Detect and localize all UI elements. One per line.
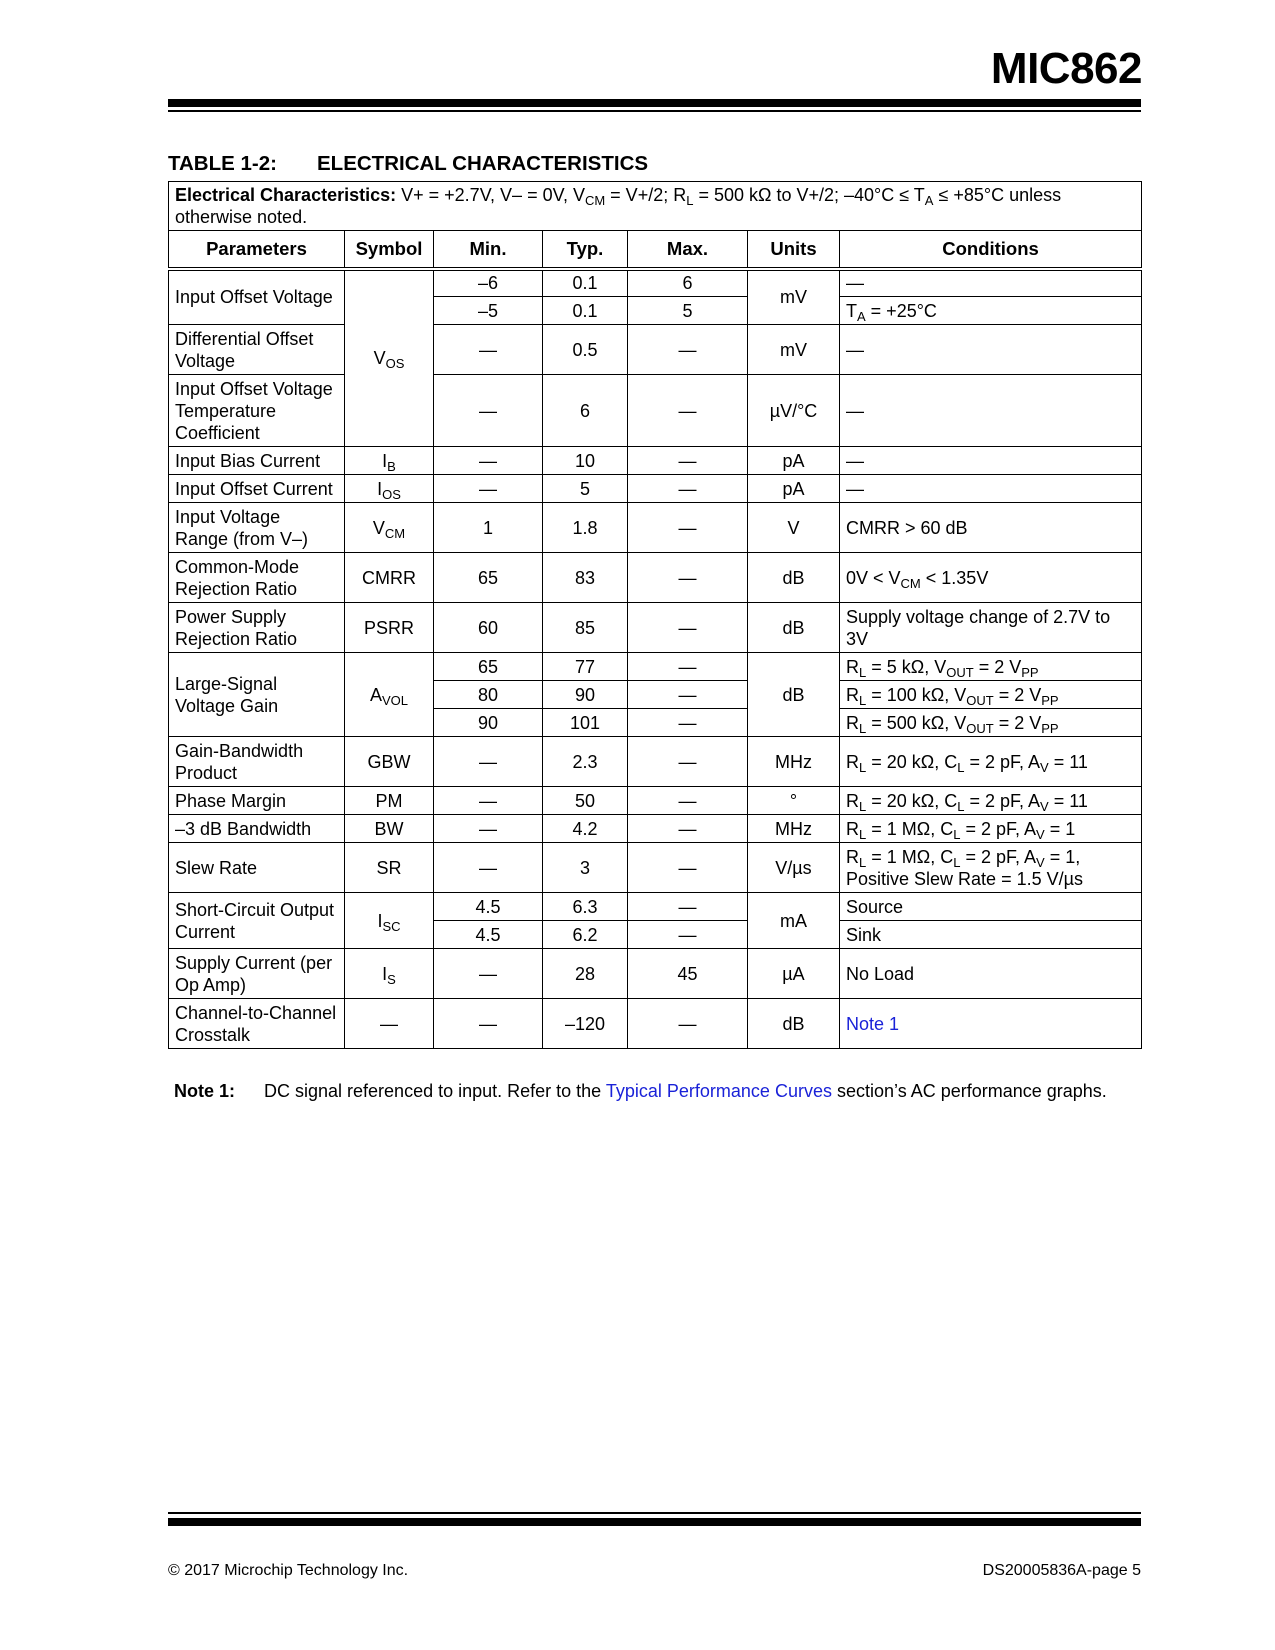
symbol-cell: $V_{OS}$ (345, 269, 434, 447)
min-cell: — (434, 375, 543, 447)
table-row (169, 815, 1142, 843)
min-cell: — (434, 999, 543, 1049)
cond-cell: $R_L = 20$ kΩ, $C_L = 2$ pF, $A_V = 11$ (840, 737, 1142, 787)
table-row (169, 475, 1142, 503)
header-row (169, 231, 1142, 269)
typ-cell: 6.2 (543, 921, 628, 949)
min-cell: 4.5 (434, 921, 543, 949)
table-row (169, 893, 1142, 921)
param-cell: Input Offset Voltage Temperature Coefficient (169, 375, 345, 447)
max-cell: — (628, 325, 748, 375)
units-cell: pA (748, 475, 840, 503)
min-cell: 65 (434, 553, 543, 603)
footer-page-number: DS20005836A-page 5 (982, 1562, 1141, 1579)
symbol-cell: $I_S$ (345, 949, 434, 999)
max-cell: — (628, 503, 748, 553)
cond-cell: $R_L = 20$ kΩ, $C_L = 2$ pF, $A_V = 11$ (840, 787, 1142, 815)
units-cell: V/µs (748, 843, 840, 893)
table-row (169, 653, 1142, 681)
symbol-cell: BW (345, 815, 434, 843)
min-cell: — (434, 475, 543, 503)
units-cell: MHz (748, 815, 840, 843)
cond-cell: Source (840, 893, 1142, 921)
note-text-before: DC signal referenced to input. Refer to the (264, 1081, 602, 1101)
param-cell: Channel-to-Channel Crosstalk (169, 999, 345, 1049)
param-cell: Power Supply Rejection Ratio (169, 603, 345, 653)
symbol-cell: $I_{OS}$ (345, 475, 434, 503)
symbol-cell: PSRR (345, 603, 434, 653)
col-header-min: Min. (434, 231, 543, 269)
units-cell: µV/°C (748, 375, 840, 447)
max-cell: 45 (628, 949, 748, 999)
typ-cell: 0.1 (543, 269, 628, 297)
max-cell: — (628, 375, 748, 447)
max-cell: — (628, 603, 748, 653)
max-cell: — (628, 475, 748, 503)
cond-cell (840, 999, 1142, 1049)
note-text-after: section’s AC performance graphs. (836, 1081, 1107, 1101)
symbol-cell: PM (345, 787, 434, 815)
param-cell: Common-Mode Rejection Ratio (169, 553, 345, 603)
col-header-symbol: Symbol (345, 231, 434, 269)
param-cell: Input Offset Voltage (169, 269, 345, 325)
typ-cell: 10 (543, 447, 628, 475)
param-cell: Large-Signal Voltage Gain (169, 653, 345, 737)
table-note (174, 1081, 1107, 1102)
typ-cell: 5 (543, 475, 628, 503)
param-cell: Differential Offset Voltage (169, 325, 345, 375)
typ-cell: 50 (543, 787, 628, 815)
document-title: MIC862 (990, 44, 1142, 93)
table-row (169, 503, 1142, 553)
typ-cell: 101 (543, 709, 628, 737)
param-cell: –3 dB Bandwidth (169, 815, 345, 843)
col-header-typ: Typ. (543, 231, 628, 269)
cond-cell: — (840, 447, 1142, 475)
max-cell: 5 (628, 297, 748, 325)
typ-cell: 6.3 (543, 893, 628, 921)
cond-cell: — (840, 375, 1142, 447)
param-cell: Input Bias Current (169, 447, 345, 475)
col-header-conditions: Conditions (840, 231, 1142, 269)
typical-performance-curves-link[interactable]: Typical Performance Curves (605, 1081, 832, 1101)
table-caption (168, 152, 648, 176)
typ-cell: 6 (543, 375, 628, 447)
min-cell: — (434, 949, 543, 999)
min-cell: 60 (434, 603, 543, 653)
units-cell: mV (748, 325, 840, 375)
param-cell: Slew Rate (169, 843, 345, 893)
table-row (169, 269, 1142, 297)
min-cell: –5 (434, 297, 543, 325)
units-cell: dB (748, 603, 840, 653)
cond-cell: — (840, 269, 1142, 297)
cond-cell: $R_L = 100$ kΩ, $V_{OUT} = 2$ $V_{PP}$ (840, 681, 1142, 709)
units-cell: dB (748, 653, 840, 737)
units-cell: dB (748, 999, 840, 1049)
table-row (169, 603, 1142, 653)
symbol-cell: $I_B$ (345, 447, 434, 475)
max-cell: — (628, 737, 748, 787)
units-cell: µA (748, 949, 840, 999)
min-cell: — (434, 447, 543, 475)
min-cell: 1 (434, 503, 543, 553)
table-description: Electrical Characteristics: V+ = +2.7V, V– = 0V, $V_{CM} = V+/2$; $R_L = 500$ kΩ to V+/2; $-40^\circ C \le T_A \le +85^\circ C$ unless otherwise noted. (169, 182, 1142, 231)
electrical-characteristics-table (168, 181, 1142, 1049)
symbol-cell: $V_{CM}$ (345, 503, 434, 553)
max-cell: — (628, 447, 748, 475)
max-cell: — (628, 843, 748, 893)
cond-cell: — (840, 325, 1142, 375)
typ-cell: 4.2 (543, 815, 628, 843)
header-rule-thin (168, 110, 1141, 112)
footer-rule-thin (168, 1512, 1141, 1514)
symbol-cell: $I_{SC}$ (345, 893, 434, 949)
cond-cell: $T_A = +25^\circ C$ (840, 297, 1142, 325)
cond-cell: Supply voltage change of 2.7V to 3V (840, 603, 1142, 653)
typ-cell: 0.5 (543, 325, 628, 375)
max-cell: 6 (628, 269, 748, 297)
table-row (169, 843, 1142, 893)
typ-cell: 85 (543, 603, 628, 653)
units-cell: mA (748, 893, 840, 949)
cond-cell: $R_L = 5$ kΩ, $V_{OUT} = 2$ $V_{PP}$ (840, 653, 1142, 681)
min-cell: 65 (434, 653, 543, 681)
param-cell: Short-Circuit Output Current (169, 893, 345, 949)
table-number: TABLE 1-2: (168, 152, 277, 175)
cond-cell: $R_L = 1$ MΩ, $C_L = 2$ pF, $A_V = 1$ (840, 815, 1142, 843)
table-row (169, 787, 1142, 815)
table-row (169, 553, 1142, 603)
table-row (169, 737, 1142, 787)
max-cell: — (628, 709, 748, 737)
symbol-cell: GBW (345, 737, 434, 787)
param-cell: Supply Current (per Op Amp) (169, 949, 345, 999)
table-row (169, 325, 1142, 375)
min-cell: — (434, 815, 543, 843)
typ-cell: 1.8 (543, 503, 628, 553)
min-cell: 4.5 (434, 893, 543, 921)
units-cell: mV (748, 269, 840, 325)
param-cell: Input Voltage Range (from V–) (169, 503, 345, 553)
min-cell: — (434, 843, 543, 893)
typ-cell: 0.1 (543, 297, 628, 325)
param-cell: Input Offset Current (169, 475, 345, 503)
col-header-max: Max. (628, 231, 748, 269)
max-cell: — (628, 681, 748, 709)
typ-cell: 83 (543, 553, 628, 603)
units-cell: dB (748, 553, 840, 603)
cond-cell: Sink (840, 921, 1142, 949)
table-row (169, 447, 1142, 475)
units-cell: pA (748, 447, 840, 475)
cond-cell: $R_L = 1$ MΩ, $C_L = 2$ pF, $A_V = 1$, Positive Slew Rate = 1.5 V/µs (840, 843, 1142, 893)
table-row (169, 949, 1142, 999)
description-label: Electrical Characteristics: (175, 185, 397, 205)
symbol-cell: SR (345, 843, 434, 893)
footer-copyright: © 2017 Microchip Technology Inc. (168, 1562, 409, 1579)
typ-cell: 2.3 (543, 737, 628, 787)
table-row (169, 375, 1142, 447)
units-cell: MHz (748, 737, 840, 787)
max-cell: — (628, 893, 748, 921)
max-cell: — (628, 815, 748, 843)
max-cell: — (628, 787, 748, 815)
table-title: ELECTRICAL CHARACTERISTICS (317, 152, 649, 175)
header-rule-thick (168, 99, 1141, 107)
cond-cell: No Load (840, 949, 1142, 999)
cond-cell: $0V < V_{CM} < 1.35V$ (840, 553, 1142, 603)
min-cell: 80 (434, 681, 543, 709)
note-label: Note 1: (174, 1081, 236, 1101)
min-cell: — (434, 325, 543, 375)
footer-rule-thick (168, 1518, 1141, 1526)
units-cell: V (748, 503, 840, 553)
max-cell: — (628, 653, 748, 681)
cond-cell: $R_L = 500$ kΩ, $V_{OUT} = 2$ $V_{PP}$ (840, 709, 1142, 737)
table-description-row (169, 182, 1142, 231)
symbol-cell: CMRR (345, 553, 434, 603)
typ-cell: –120 (543, 999, 628, 1049)
cond-cell: — (840, 475, 1142, 503)
col-header-parameters: Parameters (169, 231, 345, 269)
symbol-cell: — (345, 999, 434, 1049)
units-cell: ° (748, 787, 840, 815)
typ-cell: 28 (543, 949, 628, 999)
min-cell: –6 (434, 269, 543, 297)
param-cell: Gain-Bandwidth Product (169, 737, 345, 787)
max-cell: — (628, 999, 748, 1049)
note-1-link[interactable]: Note 1 (846, 1013, 900, 1034)
min-cell: 90 (434, 709, 543, 737)
typ-cell: 77 (543, 653, 628, 681)
symbol-cell: $A_{VOL}$ (345, 653, 434, 737)
typ-cell: 90 (543, 681, 628, 709)
max-cell: — (628, 921, 748, 949)
col-header-units: Units (748, 231, 840, 269)
min-cell: — (434, 737, 543, 787)
table-row (169, 999, 1142, 1049)
max-cell: — (628, 553, 748, 603)
param-cell: Phase Margin (169, 787, 345, 815)
min-cell: — (434, 787, 543, 815)
typ-cell: 3 (543, 843, 628, 893)
cond-cell: CMRR > 60 dB (840, 503, 1142, 553)
